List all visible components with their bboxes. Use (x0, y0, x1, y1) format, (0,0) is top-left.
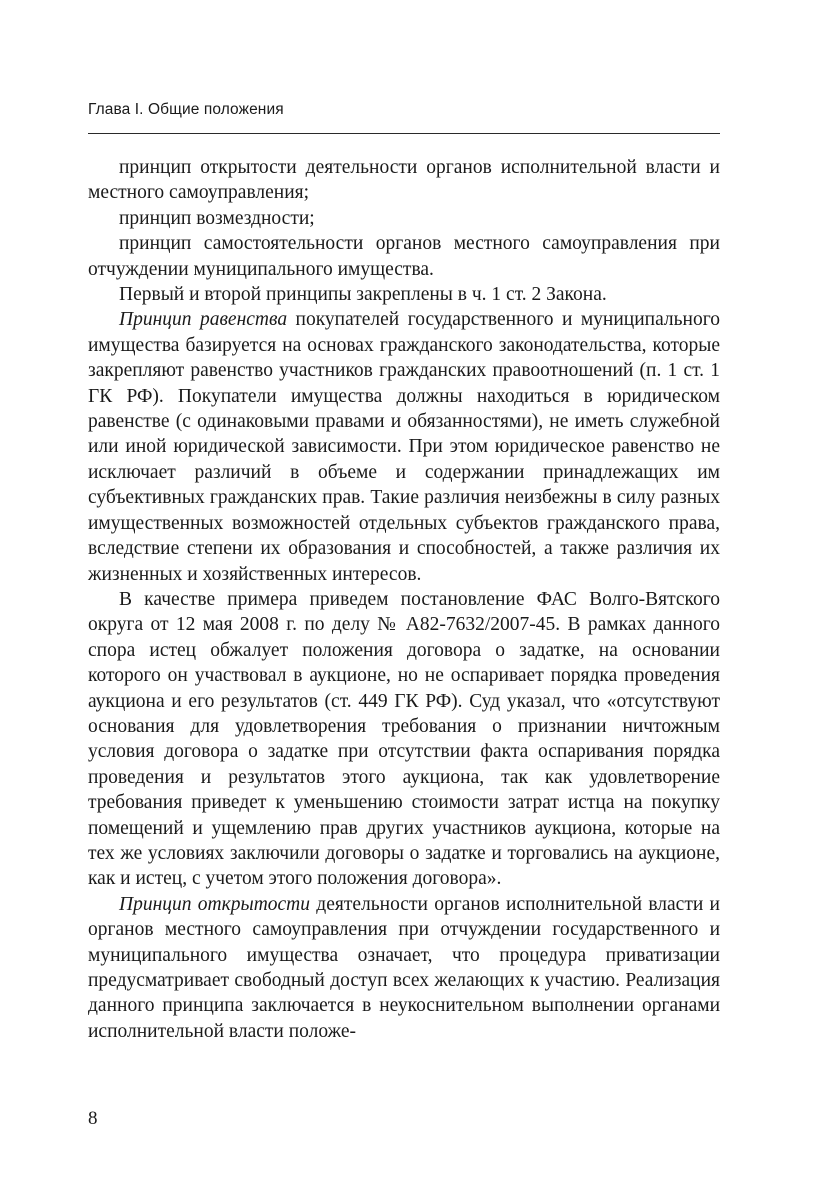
paragraph-court-example (88, 587, 720, 892)
term-equality-principle: Принцип равенства (119, 309, 288, 331)
paragraph-text: Первый и второй принципы закреплены в ч. 1 ст. 2 Закона. (119, 284, 607, 306)
body-text (88, 155, 720, 1044)
paragraph-text: принцип открытости деятельности органов исполнительной власти и местного самоуправления; (88, 157, 720, 204)
paragraph-first-second-principles (88, 282, 720, 307)
paragraph-text: деятельности органов исполнительной власти и органов местного самоуправления при отчуждении государственного и муниципального имущества означает, что процедура приватизации предусматривает свободный доступ всех желающих к участию. Реализация данного принципа заключается в неукоснительном выполнении органами исполнительной власти положе- (88, 893, 720, 1042)
term-openness-principle: Принцип открытости (119, 893, 311, 915)
paragraph-text: В качестве примера приведем постановление ФАС Волго-Вятского округа от 12 мая 2008 г. по делу № А82-7632/2007-45. В рамках данного спора истец обжалует положения договора о задатке, на основании которого он участвовал в аукционе, но не оспаривает порядка проведения аукциона и его результатов (ст. 449 ГК РФ). Суд указал, что «отсутствуют основания для удовлетворения требования о признании ничтожным условия договора о задатке при отсутствии факта оспаривания порядка проведения и результатов этого аукциона, так как удовлетворение требования приведет к уменьшению стоимости затрат истца на покупку помещений и ущемлению прав других участников аукциона, которые на тех же условиях заключили договоры о задатке и торговались на аукционе, как и истец, с учетом этого положения договора». (88, 588, 720, 890)
paragraph-principle-independence-item (88, 231, 720, 282)
paragraph-text: покупателей государственного и муниципального имущества базируется на основах гражданского законодательства, которые закрепляют равенство участников гражданских правоотношений (п. 1 ст. 1 ГК РФ). Покупатели имущества должны находиться в юридическом равенстве (с одинаковыми правами и обязанностями), не иметь служебной или иной юридической зависимости. При этом юридическое равенство не исключает различий в объеме и содержании принадлежащих им субъективных гражданских прав. Такие различия неизбежны в силу разных имущественных возможностей отдельных субъектов гражданского права, вследствие степени их образования и способностей, а также различия их жизненных и хозяйственных интересов. (88, 309, 720, 585)
page-number: 8 (88, 1108, 98, 1129)
paragraph-principle-compensation-item (88, 206, 720, 231)
paragraph-text: принцип возмездности; (119, 207, 315, 229)
paragraph-equality-principle (88, 307, 720, 586)
header-divider (88, 133, 720, 134)
paragraph-text: принцип самостоятельности органов местного самоуправления при отчуждении муниципального имущества. (88, 233, 720, 280)
paragraph-principle-openness-item (88, 155, 720, 206)
paragraph-openness-principle (88, 892, 720, 1044)
running-head: Глава I. Общие положения (88, 101, 284, 118)
